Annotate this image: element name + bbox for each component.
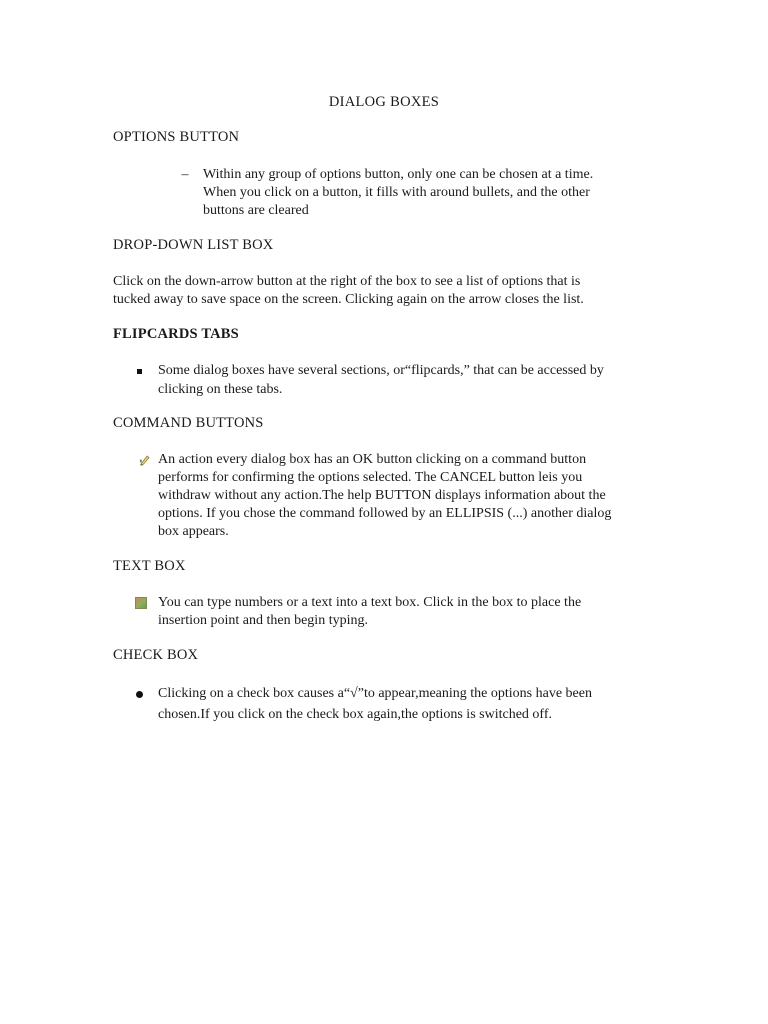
section-line: Some dialog boxes have several sections, or“flipcards,” that can be accessed by	[158, 363, 604, 378]
section-line: tucked away to save space on the screen. Clicking again on the arrow closes the list.	[113, 292, 584, 307]
section-line: buttons are cleared	[203, 203, 309, 218]
section-heading-command-buttons: COMMAND BUTTONS	[113, 415, 264, 431]
section-line: options. If you chose the command followed by an ELLIPSIS (...) another dialog	[158, 506, 612, 521]
section-heading-options-button: OPTIONS BUTTON	[113, 129, 240, 145]
pencil-bullet-icon	[138, 451, 150, 469]
section-heading-flipcards-tabs: FLIPCARDS TABS	[113, 326, 239, 342]
square-bullet-icon	[135, 362, 143, 380]
section-line: Click on the down-arrow button at the right of the box to see a list of options that is	[113, 274, 581, 289]
section-line: box appears.	[158, 524, 229, 539]
section-line: Clicking on a check box causes a“√”to appear,meaning the options have been	[158, 686, 592, 701]
color-square-bullet-icon	[134, 594, 148, 612]
section-heading-drop-down-list-box: DROP-DOWN LIST BOX	[113, 237, 274, 253]
page-title: DIALOG BOXES	[328, 94, 440, 110]
dash-bullet: –	[181, 167, 189, 182]
section-line: When you click on a button, it fills with around bullets, and the other	[203, 185, 590, 200]
section-heading-text-box: TEXT BOX	[113, 558, 186, 574]
section-line: withdraw without any action.The help BUTTON displays information about the	[158, 488, 606, 503]
round-bullet-icon	[134, 685, 144, 703]
section-line: Within any group of options button, only one can be chosen at a time.	[203, 167, 594, 182]
section-line: insertion point and then begin typing.	[158, 613, 368, 628]
section-line: You can type numbers or a text into a text box. Click in the box to place the	[158, 595, 582, 610]
section-line: clicking on these tabs.	[158, 382, 283, 397]
section-heading-check-box: CHECK BOX	[113, 647, 199, 663]
section-line: chosen.If you click on the check box again,the options is switched off.	[158, 707, 552, 722]
section-line: performs for confirming the options selected. The CANCEL button leis you	[158, 470, 583, 485]
section-line: An action every dialog box has an OK button clicking on a command button	[158, 452, 587, 467]
